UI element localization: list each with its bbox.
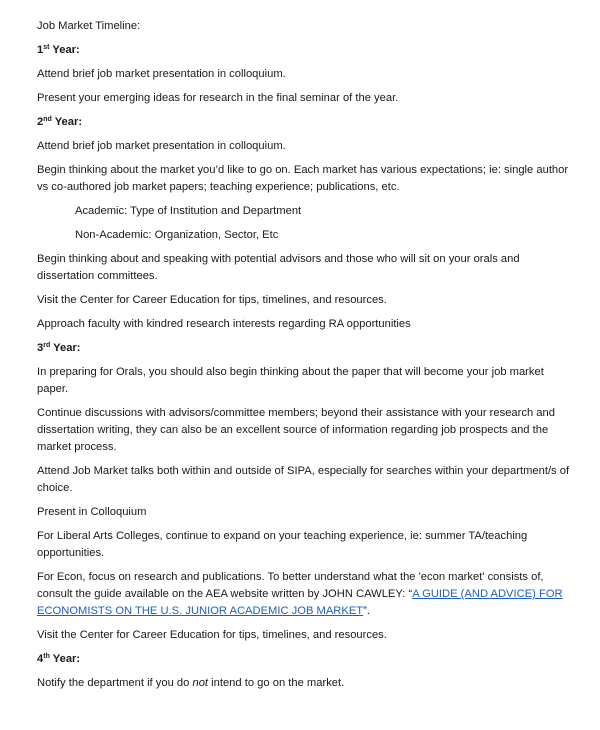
year-4-item-text: Notify the department if you do (37, 677, 193, 689)
year-1-suffix: st (43, 44, 50, 51)
year-4-item-end: intend to go on the market. (208, 677, 345, 689)
year-3-item: Attend Job Market talks both within and outside of SIPA, especially for searches within your department/s of choice. (37, 465, 570, 494)
year-2-item: Attend brief job market presentation in colloquium. (37, 140, 286, 152)
year-2-label: Year: (51, 116, 83, 128)
year-4-item (37, 675, 577, 692)
year-3-item: In preparing for Orals, you should also begin thinking about the paper that will become your job market paper. (37, 366, 544, 395)
year-1-number: 1 (37, 44, 44, 56)
year-4-suffix: th (43, 653, 50, 660)
year-1-item: Present your emerging ideas for research in the final seminar of the year. (37, 92, 399, 104)
year-1-heading (37, 42, 577, 59)
year-1-label: Year: (49, 44, 80, 56)
year-4-emphasis: not (192, 677, 209, 689)
document-page (37, 18, 577, 699)
year-2-item: Begin thinking about and speaking with potential advisors and those who will sit on your orals and dissertation committees. (37, 253, 520, 282)
econ-item-end: ”. (363, 605, 370, 617)
year-2-non-academic-subitem: Non-Academic: Organization, Sector, Etc (75, 229, 279, 241)
year-2-number: 2 (37, 116, 44, 128)
year-3-suffix: rd (43, 342, 51, 349)
year-3-item: Continue discussions with advisors/committee members; beyond their assistance with your research and dissertation writing, they can also be an excellent source of information regarding job prospects and the market process. (37, 407, 555, 453)
year-3-item: For Liberal Arts Colleges, continue to expand on your teaching experience, ie: summer TA/teaching opportunities. (37, 530, 528, 559)
year-3-heading (37, 340, 577, 357)
year-4-label: Year: (49, 653, 81, 665)
year-3-item: Visit the Center for Career Education for tips, timelines, and resources. (37, 629, 387, 641)
year-2-item: Approach faculty with kindred research interests regarding RA opportunities (37, 318, 411, 330)
econ-item-text: For Econ, focus on research and publications. To better understand what the 'econ market' consists of, consult the guide available on the AEA website written by JOHN CAWLEY: “ (37, 571, 544, 600)
year-2-heading (37, 114, 577, 131)
year-2-suffix: nd (43, 116, 52, 123)
year-4-number: 4 (37, 653, 44, 665)
year-1-item: Attend brief job market presentation in colloquium. (37, 68, 286, 80)
year-3-item: Present in Colloquium (37, 506, 147, 518)
document-title: Job Market Timeline: (37, 20, 141, 32)
year-2-item: Begin thinking about the market you’d like to go on. Each market has various expectations; ie: single author vs co-authored job market papers; teaching experience; publications, etc. (37, 164, 569, 193)
year-3-econ-item (37, 569, 577, 620)
year-4-heading (37, 651, 577, 668)
year-2-academic-subitem: Academic: Type of Institution and Department (75, 205, 302, 217)
aea-guide-link[interactable]: A GUIDE (AND ADVICE) FOR ECONOMISTS ON THE U.S. JUNIOR ACADEMIC JOB MARKET (37, 588, 563, 617)
year-3-label: Year: (50, 342, 81, 354)
year-3-number: 3 (37, 342, 44, 354)
year-2-item: Visit the Center for Career Education for tips, timelines, and resources. (37, 294, 387, 306)
